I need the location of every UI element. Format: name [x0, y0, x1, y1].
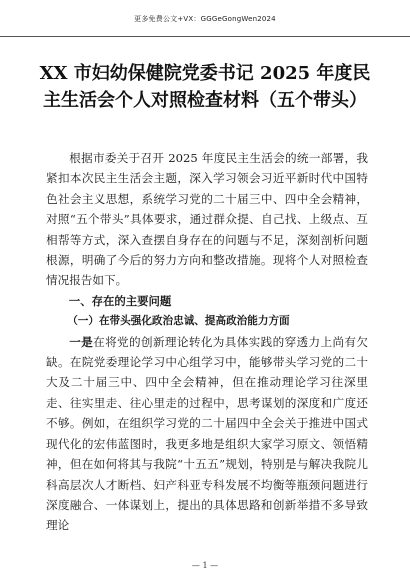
header-text: 更多免费公文+VX：GGGeGongWen2024 — [134, 15, 276, 23]
paragraph-lead: 一是 — [69, 334, 94, 349]
intro-paragraph: 根据市委关于召开 2025 年度民主生活会的统一部署，我紧扣本次民主生活会主题，深入学习领会习近平新时代中国特色社会主义思想，系统学习党的二十届三中、四中全会精神，对照“五个带头”具体要求，通过群众提、自己找、上级点、互相帮等方式，深入查摆自身存在的问题与不足，深刻剖析问题根源，明确了今后的努力方向和整改措施。现将个人对照检查情况报告如下。 — [46, 151, 368, 288]
section-heading: 一、存在的主要问题 — [68, 293, 172, 308]
subsection-heading: （一）在带头强化政治忠诚、提高政治能力方面 — [67, 315, 290, 328]
document-title: XX 市妇幼保健院党委书记 2025 年度民主生活会个人对照检查材料（五个带头） — [39, 63, 371, 111]
body-paragraph — [46, 332, 368, 536]
page-number: — 1 — — [191, 561, 219, 570]
document-body — [46, 148, 368, 536]
page-header — [0, 0, 410, 37]
paragraph-text: 在将党的创新理论转化为具体实践的穿透力上尚有欠缺。在院党委理论学习中心组学习中，能够带头学习党的二十大及二十届三中、四中全会精神，但在推动理论学习往深里走、往实里走、往心里走的过程中，思考谋划的深度和广度还不够。例如，在组织学习党的二十届四中全会关于推进中国式现代化的宏伟蓝图时，我更多地是组织大家学习原文、领悟精神，但在如何将其与我院“十五五”规划，特别是与解决我院儿科高层次人才断档、妇产科亚专科发展不均衡等瓶颈问题进行深度融合、一体谋划上，提出的具体思路和创新举措不多导致理论 — [46, 334, 368, 533]
